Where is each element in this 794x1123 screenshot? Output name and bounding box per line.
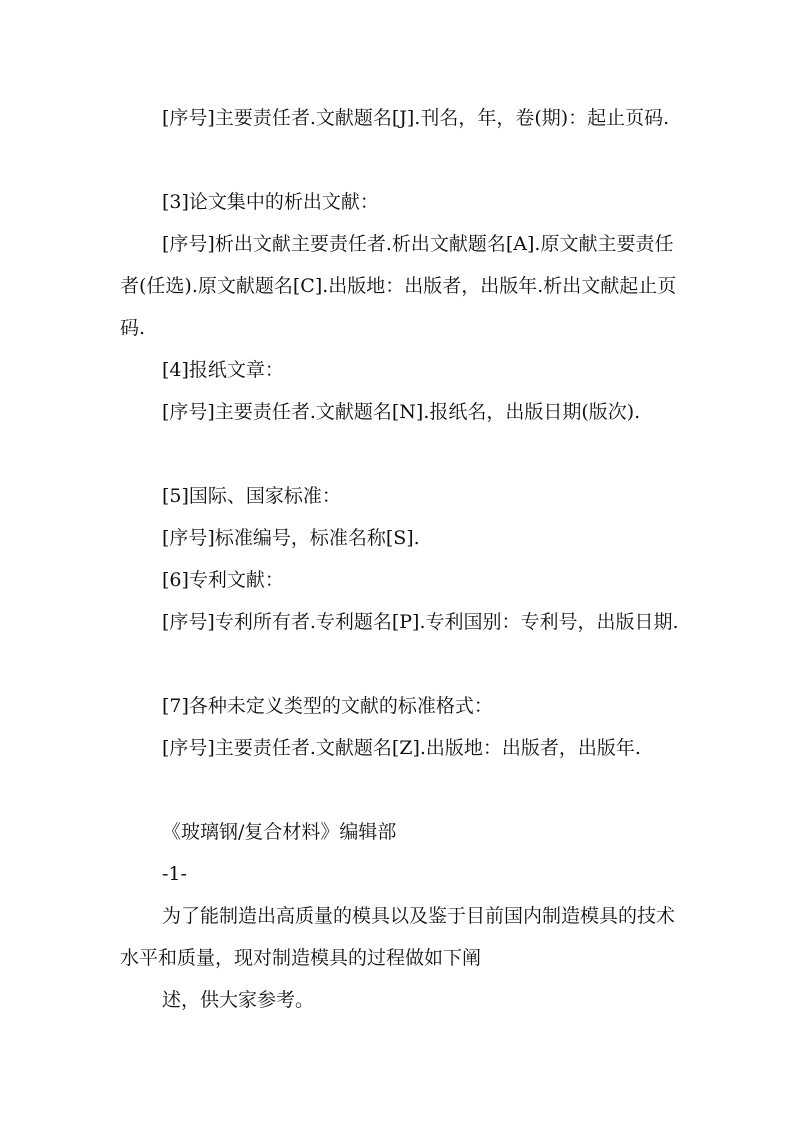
paragraph-journal-format: [序号]主要责任者.文献题名[J].刊名，年，卷(期)：起止页码. <box>162 107 670 129</box>
editorial-signature: 《玻璃钢/复合材料》编辑部 <box>162 821 397 843</box>
paragraph-heading-patent: [6]专利文献： <box>162 569 284 591</box>
paragraph-mold-intro: 为了能制造出高质量的模具以及鉴于目前国内制造模具的技术水平和质量，现对制造模具的过程做如下阐 <box>120 905 676 969</box>
paragraph-patent-format: [序号]专利所有者.专利题名[P].专利国别：专利号，出版日期. <box>162 611 679 633</box>
paragraph-standards-format: [序号]标准编号，标准名称[S]. <box>162 527 420 549</box>
paragraph-undefined-format: [序号]主要责任者.文献题名[Z].出版地：出版者，出版年. <box>162 737 641 759</box>
paragraph-proceedings-format: [序号]析出文献主要责任者.析出文献题名[A].原文献主要责任者(任选).原文献题名[C].出版地：出版者，出版年.析出文献起止页码. <box>120 233 677 339</box>
paragraph-heading-undefined: [7]各种未定义类型的文献的标准格式： <box>162 695 493 717</box>
page-number: -1- <box>162 863 187 885</box>
paragraph-newspaper-format: [序号]主要责任者.文献题名[N].报纸名，出版日期(版次). <box>162 401 641 423</box>
paragraph-heading-standards: [5]国际、国家标准： <box>162 485 341 507</box>
paragraph-mold-intro-end: 述，供大家参考。 <box>162 989 315 1011</box>
paragraph-heading-newspaper: [4]报纸文章： <box>162 359 284 381</box>
paragraph-heading-proceedings: [3]论文集中的析出文献： <box>162 191 379 213</box>
